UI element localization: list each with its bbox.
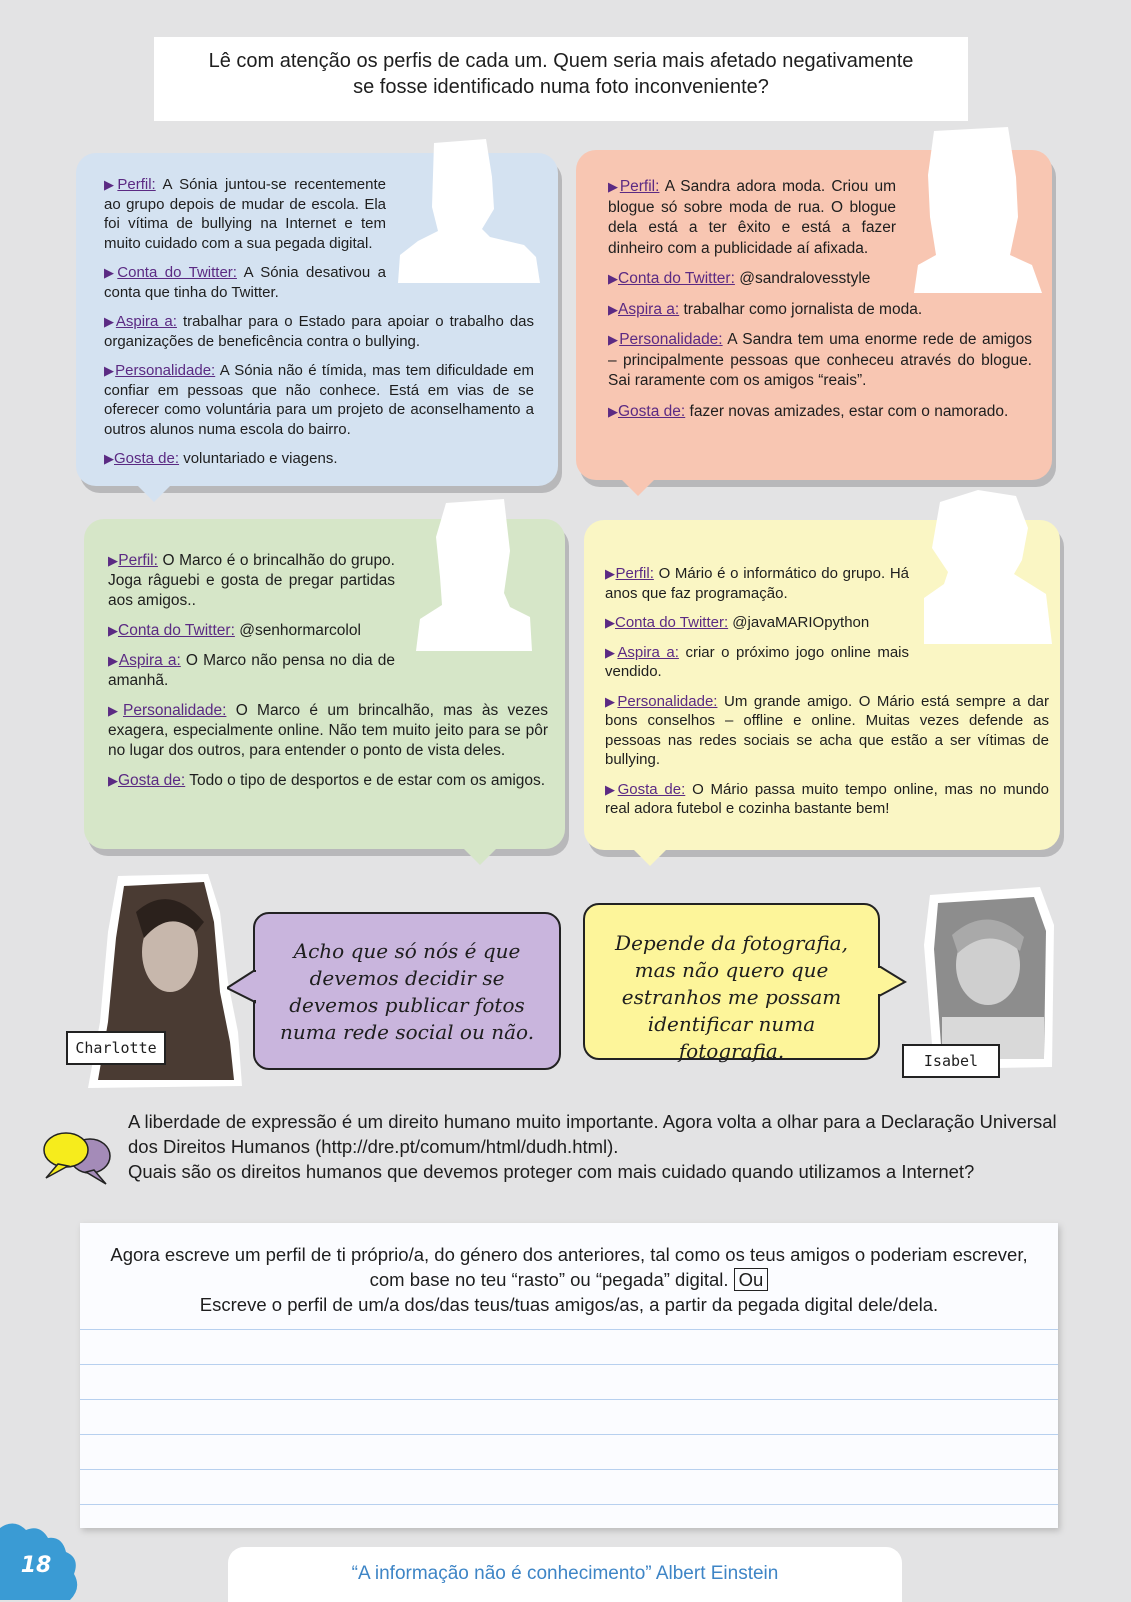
instruction-line-1: Lê com atenção os perfis de cada um. Quem seria mais afetado negativamente [208,50,914,72]
ruled-line [80,1469,1058,1470]
profile-text-sandra: ▶Perfil: A Sandra adora moda. Criou um blogue só sobre moda de rua. O blogue dela está a ter êxito e está a fazer dinheiro com a publicidade aí afixada. ▶Conta do Twitter: @sandralovesstyle ▶Aspira a: trabalhar como jornalista de moda. ▶Personalidade: A Sandra tem uma enorme rede de amigos – principalmente pessoas que conheceu através do blogue. Sai raramente com os amigos “reais”. ▶Gosta de: fazer novas amizades, estar com o namorado. [608,178,1033,420]
or-box: Ou [734,1268,769,1291]
profile-text-marco: ▶Perfil: O Marco é o brincalhão do grupo. Joga râguebi e gosta de pregar partidas aos amigos.. ▶Conta do Twitter: @senhormarcolol ▶Aspira a: O Marco não pensa no dia de amanhã. ▶Personalidade: O Marco é um brincalhão, mas às vezes exagera, especialmente online. Não tem muito jeito para se pôr no lugar dos outros, para entender o ponto de vista deles. ▶Gosta de: Todo o tipo de desportos e de estar com os amigos. [108,552,548,789]
ruled-line [80,1364,1058,1365]
ruled-line [80,1329,1058,1330]
writing-area[interactable] [80,1223,1058,1528]
profile-text-mario: ▶Perfil: O Mário é o informático do grupo. Há anos que faz programação. ▶Conta do Twitter: @javaMARIOpython ▶Aspira a: criar o próximo jogo online mais vendido. ▶Personalidade: Um grande amigo. O Mário está sempre a dar bons conselhos – offline e online. Muitas vezes defende as pessoas nas redes sociais se acha que estão a ser vítimas de bullying. ▶Gosta de: O Mário passa muito tempo online, mas no mundo real adora futebol e cozinha bastante bem! [605,565,1050,817]
rights-paragraph [128,1109,1058,1184]
chat-bubbles-icon [40,1130,112,1186]
bubble-tail-charlotte [227,970,257,1004]
speech-bubble-isabel: Depende da fotografia, mas não quero que estranhos me possam identificar numa fotografia. [583,903,880,1060]
rights-text-1: A liberdade de expressão é um direito humano muito importante. Agora volta a olhar para a Declaração Universal dos Direitos Humanos (http://dre.pt/comum/html/dudh.html). [128,1111,1057,1157]
writing-instructions: Agora escreve um perfil de ti próprio/a, do género dos anteriores, tal como os teus amigos o poderiam escrever, com base no teu “rasto” ou “pegada” digital. Ou Escreve o perfil de um/a dos/das teus/tuas amigos/as, a partir da pegada digital dele/dela. [110,1244,1028,1315]
footer-quote: “A informação não é conhecimento” Albert Einstein [228,1547,902,1602]
instruction-box [154,37,968,121]
page-number: 18 [20,1553,52,1578]
rights-text-2: Quais são os direitos humanos que devemos proteger com mais cuidado quando utilizamos a Internet? [128,1161,975,1182]
name-tag-isabel: Isabel [902,1044,1000,1078]
instruction-line-2: se fosse identificado numa foto inconveniente? [353,76,769,98]
ruled-line [80,1504,1058,1505]
profile-text-sonia: ▶Perfil: A Sónia juntou-se recentemente ao grupo depois de mudar de escola. Ela foi vítima de bullying na Internet e tem muito cuidado com a sua pegada digital. ▶Conta do Twitter: A Sónia desativou a conta que tinha do Twitter. ▶Aspira a: trabalhar para o Estado para apoiar o trabalho das organizações de beneficência contra o bullying. ▶Personalidade: A Sónia não é tímida, mas tem dificuldade em confiar em pessoas que não conhece. Está em vias de se oferecer como voluntária para um projeto de aconselhamento a outros alunos numa escola do bairro. ▶Gosta de: voluntariado e viagens. [104,176,535,467]
ruled-line [80,1434,1058,1435]
ruled-line [80,1399,1058,1400]
name-tag-charlotte: Charlotte [66,1031,166,1065]
bubble-tail-isabel [877,966,907,998]
speech-bubble-charlotte: Acho que só nós é que devemos decidir se devemos publicar fotos numa rede social ou não. [253,912,561,1070]
